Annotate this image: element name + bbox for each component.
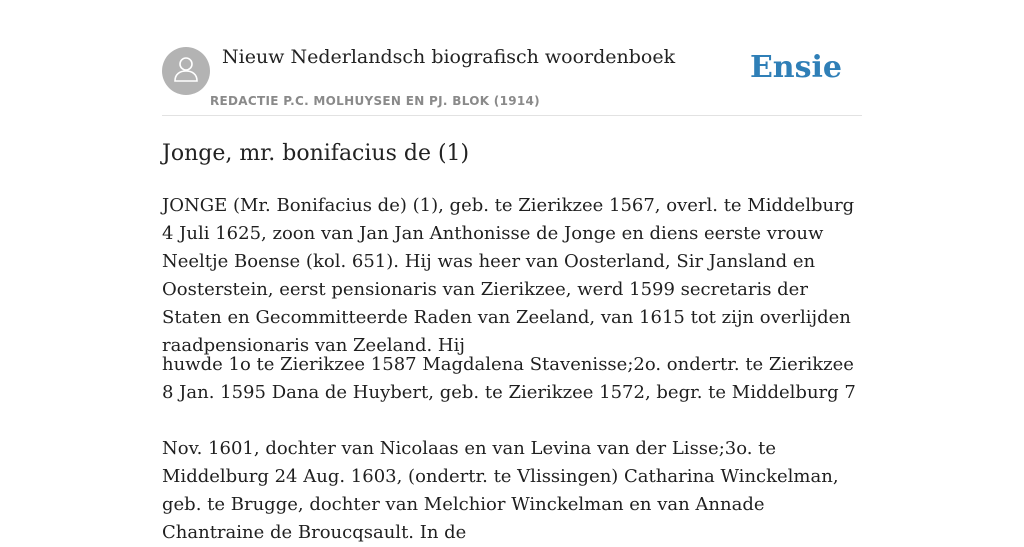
avatar[interactable] [162,47,210,95]
user-icon [173,55,199,87]
article-paragraph: huwde 1o te Zierikzee 1587 Magdalena Stavenisse;2o. ondertr. te Zierikzee 8 Jan. 1595 Dana de Huybert, geb. te Zierikzee 1572, begr. te Middelburg 7 [162,354,856,403]
article-paragraph: Nov. 1601, dochter van Nicolaas en van Levina van der Lisse;3o. te Middelburg 24 Aug. 1603, (ondertr. te Vlissingen) Catharina Winckelman, geb. te Brugge, dochter van Melchior Winckelman en van Annade Chantraine de Broucqsault. In de [162,438,839,543]
entry-title: Jonge, mr. bonifacius de (1) [162,141,470,166]
article-paragraph: JONGE (Mr. Bonifacius de) (1), geb. te Zierikzee 1567, overl. te Middelburg 4 Juli 1625, zoon van Jan Jan Anthonisse de Jonge en diens eerste vrouw Neeltje Boense (kol. 651). Hij was heer van Oosterland, Sir Jansland en Oosterstein, eerst pensionaris van Zierikzee, werd 1599 secretaris der Staten en Gecommitteerde Raden van Zeeland, van 1615 tot zijn overlijden raadpensionaris van Zeeland. Hij [162,195,855,356]
header [162,0,862,116]
page [162,0,862,543]
editor-line: REDACTIE P.C. MOLHUYSEN EN PJ. BLOK (1914) [210,94,540,108]
book-title[interactable]: Nieuw Nederlandsch biografisch woordenboek [222,46,676,68]
brand-logo[interactable]: Ensie [749,50,842,85]
